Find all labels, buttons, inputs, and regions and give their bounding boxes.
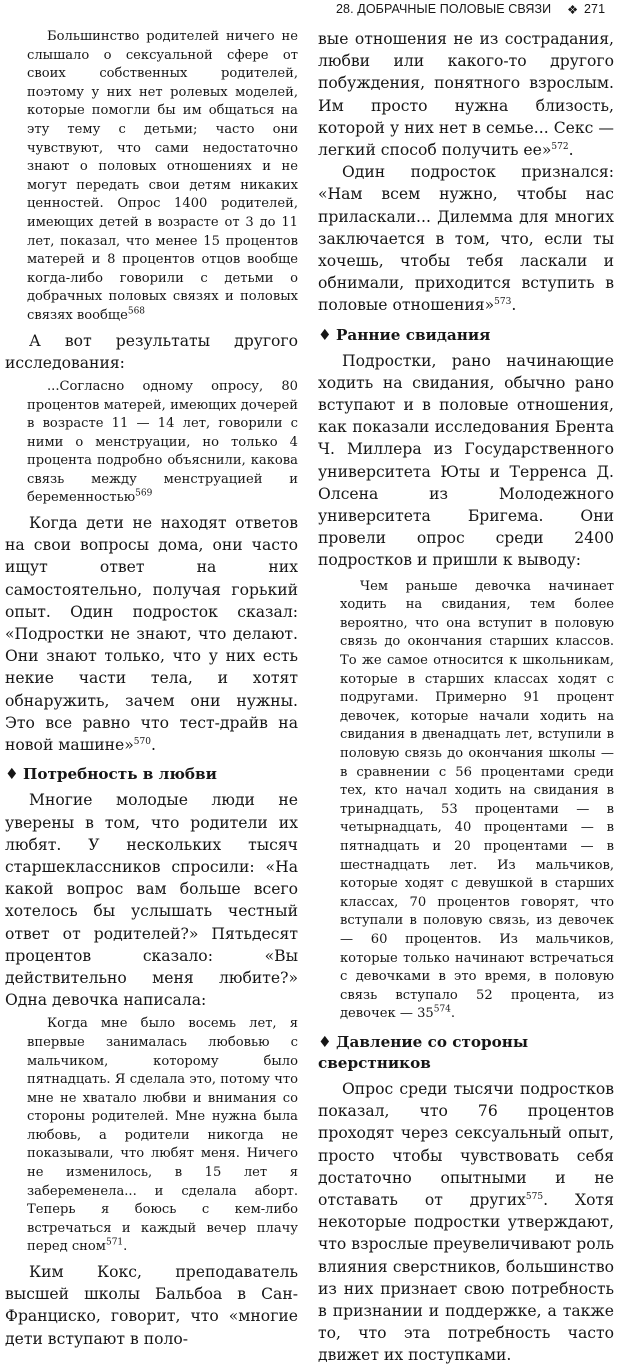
footnote-ref: 570 bbox=[133, 736, 151, 747]
paragraph-text: вые отношения не из сострадания, любви или какого-то другого побуждения, понятного взрослым. Им просто нужна близость, которой у них нет в семье... Секс — легкий способ получить ее» bbox=[318, 30, 614, 160]
footnote-ref: 575 bbox=[525, 1191, 544, 1202]
section-heading bbox=[5, 764, 298, 785]
paragraph-text: Опрос среди тысячи подростков показал, что 76 процентов проходят через сексуальный опыт, просто чтобы чувствовать себя достаточно опытными и не отставать от других bbox=[318, 1079, 614, 1209]
quote-text: Когда мне было восемь лет, я впервые занималась любовью с мальчиком, которому было пятнадцать. Я сделала это, потому что мне не хватало любви и внимания со стороны родителей. Мне нужна была любовь, а родители никогда не показывали, что любят меня. Ничего не изменилось, в 15 лет я забеременела... и сделала аборт. Теперь я боюсь с кем-либо встречаться и каждый вечер плачу перед сном bbox=[27, 1016, 298, 1255]
heading-text: Ранние свидания bbox=[336, 325, 491, 344]
footnote-ref: 574 bbox=[433, 1004, 451, 1015]
footnote-ref: 571 bbox=[105, 1238, 124, 1249]
paragraph: Многие молодые люди не уверены в том, что родители их любят. У нескольких тысяч старшеклассников спросили: «На какой вопрос вам больше всего хотелось бы услышать честный ответ от родителей?» Пятьдесят процентов сказало: «Вы действительно меня любите?» Одна девочка написала: bbox=[5, 791, 298, 1010]
paragraph bbox=[318, 1078, 614, 1367]
quote-text: ...Согласно одному опросу, 80 процентов матерей, имеющих дочерей в возрасте 11 — 14 лет, говорили с ними о менструации, но только 4 процента подробно объяснили, какова связь между менструацией и беременностью bbox=[27, 378, 298, 506]
diamond-bullet-icon: ♦ bbox=[318, 325, 332, 344]
footnote-ref: 568 bbox=[127, 306, 146, 317]
heading-text: Потребность в любви bbox=[23, 765, 217, 784]
right-column bbox=[318, 28, 614, 1367]
paragraph: вые отношения не из сострадания, любви или какого-то другого побуждения, понятного взрослым. Им просто нужна близость, которой у них нет в семье... Секс — легкий способ получить ее»$^{572}$. bbox=[318, 30, 614, 160]
diamond-bullet-icon: ♦ bbox=[318, 1032, 332, 1051]
paragraph: Ким Кокс, преподаватель высшей школы Бальбоа в Сан-Франциско, говорит, что «многие дети вступают в поло- bbox=[5, 1263, 298, 1348]
paragraph: Один подросток признался: «Нам всем нужно, чтобы нас приласкали... Дилемма для многих заключается в том, что, если ты хочешь, чтобы тебя ласкали и обнимали, приходится вступить в половые отношения»$^{573}$. bbox=[318, 163, 614, 315]
paragraph-text-continued: . Хотя некоторые подростки утверждают, что взрослые преувеличивают роль влияния сверстников, большинство из них признает свою потребность в признании и поддержке, а также то, что эта потребность часто движет их поступками. bbox=[318, 1190, 614, 1365]
running-header bbox=[0, 2, 620, 20]
paragraph-text: Когда дети не находят ответов на свои вопросы дома, они часто ищут ответ на них самостоятельно, получая горький опыт. Один подросток сказал: «Подростки не знают, что делают. Они знают только, что у них есть некие части тела, и хотят обнаружить, зачем они нужны. Это все равно что тест-драйв на новой машине» bbox=[5, 514, 298, 755]
page-number: 271 bbox=[584, 2, 606, 16]
paragraph: А вот результаты другого исследования: bbox=[5, 331, 298, 372]
block-quote bbox=[5, 28, 298, 326]
section-heading bbox=[318, 1032, 614, 1074]
quote-text: Чем раньше девочка начинает ходить на свидания, тем более вероятно, что она вступит в половую связь до окончания старших классов. То же самое относится к школьникам, которые в старших классах ходят с подругами. Примерно 91 процент девочек, которые начали ходить на свидания в двенадцать лет, вступили в половую связь до окончания школы — в сравнении с 56 процентами среди тех, кто начал ходить на свидания в тринадцать, 53 процентами — в четырнадцать, 40 процентами — в пятнадцать и 20 процентами — в шестнадцать лет. Из мальчиков, которые ходят с девушкой в старших классах, 70 процентов говорят, что вступали в половую связь, из девочек — 60 процентов. Из мальчиков, которые только начинают встречаться с девочками в это время, в половую связь вступало 52 процента, из девочек — 35 bbox=[340, 578, 614, 1022]
heading-text: Давление со стороны сверстников bbox=[318, 1032, 529, 1072]
footnote-ref: 572 bbox=[551, 141, 569, 152]
block-quote: Чем раньше девочка начинает ходить на свидания, тем более вероятно, что она вступит в половую связь до окончания старших классов. То же самое относится к школьникам, которые в старших классах ходят с подругами. Примерно 91 процент девочек, которые начали ходить на свидания в двенадцать лет, вступили в половую связь до окончания школы — в сравнении с 56 процентами среди тех, кто начал ходить на свидания в тринадцать, 53 процентами — в четырнадцать, 40 процентами — в пятнадцать и 20 процентами — в шестнадцать лет. Из мальчиков, которые ходят с девушкой в старших классах, 70 процентов говорят, что вступали в половую связь, из девочек — 60 процентов. Из мальчиков, которые только начинают встречаться с девочками в это время, в половую связь вступало 52 процента, из девочек — $35^{574}$. bbox=[340, 578, 614, 1022]
paragraph: Подростки, рано начинающие ходить на свидания, обычно рано вступают и в половые отношения, как показали исследования Брента Ч. Миллера из Государственного университета Юты и Терренса Д. Олсена из Молодежного университета Бригема. Они провели опрос среди 2400 подростков и пришли к выводу: bbox=[318, 351, 614, 570]
paragraph: Когда дети не находят ответов на свои вопросы дома, они часто ищут ответ на них самостоятельно, получая горький опыт. Один подросток сказал: «Подростки не знают, что делают. Они знают только, что у них есть некие части тела, и хотят обнаружить, зачем они нужны. Это все равно что тест-драйв на новой машине»$^{570}$. bbox=[5, 514, 298, 755]
quote-text: Большинство родителей ничего не слышало о сексуальной сфере от своих собственных родителей, поэтому у них нет ролевых моделей, которые помогли бы им общаться на эту тему с детьми; часто они чувствуют, что сами недостаточно знают о половых отношениях и не могут передать свои детям никаких ценностей. Опрос 1400 родителей, имеющих детей в возрасте от 3 до 11 лет, показал, что менее 15 процентов матерей и 8 процентов отцов вообще когда-либо говорили с детьми о добрачных половых связях и половых связях вообще bbox=[27, 29, 298, 323]
section-heading bbox=[318, 325, 614, 346]
chapter-title: 28. ДОБРАЧНЫЕ ПОЛОВЫЕ СВЯЗИ bbox=[336, 2, 552, 16]
left-column bbox=[5, 28, 298, 1350]
diamond-ornament-icon: ❖ bbox=[567, 3, 579, 17]
block-quote: Когда мне было восемь лет, я впервые занималась любовью с мальчиком, которому было пятнадцать. Я сделала это, потому что мне не хватало любви и внимания со стороны родителей. Мне нужна была любовь, а родители никогда не показывали, что любят меня. Ничего не изменилось, в 15 лет я забеременела... и сделала аборт. Теперь я боюсь с кем-либо встречаться и каждый вечер плачу перед сном$^{571}$. bbox=[27, 1016, 298, 1255]
paragraph-text: Один подросток признался: «Нам всем нужно, чтобы нас приласкали... Дилемма для многих заключается в том, что, если ты хочешь, чтобы тебя ласкали и обнимали, приходится вступить в половые отношения» bbox=[318, 163, 614, 315]
block-quote bbox=[5, 378, 298, 508]
diamond-bullet-icon: ♦ bbox=[5, 765, 19, 784]
footnote-ref: 569 bbox=[135, 489, 153, 500]
footnote-ref: 573 bbox=[494, 297, 512, 308]
